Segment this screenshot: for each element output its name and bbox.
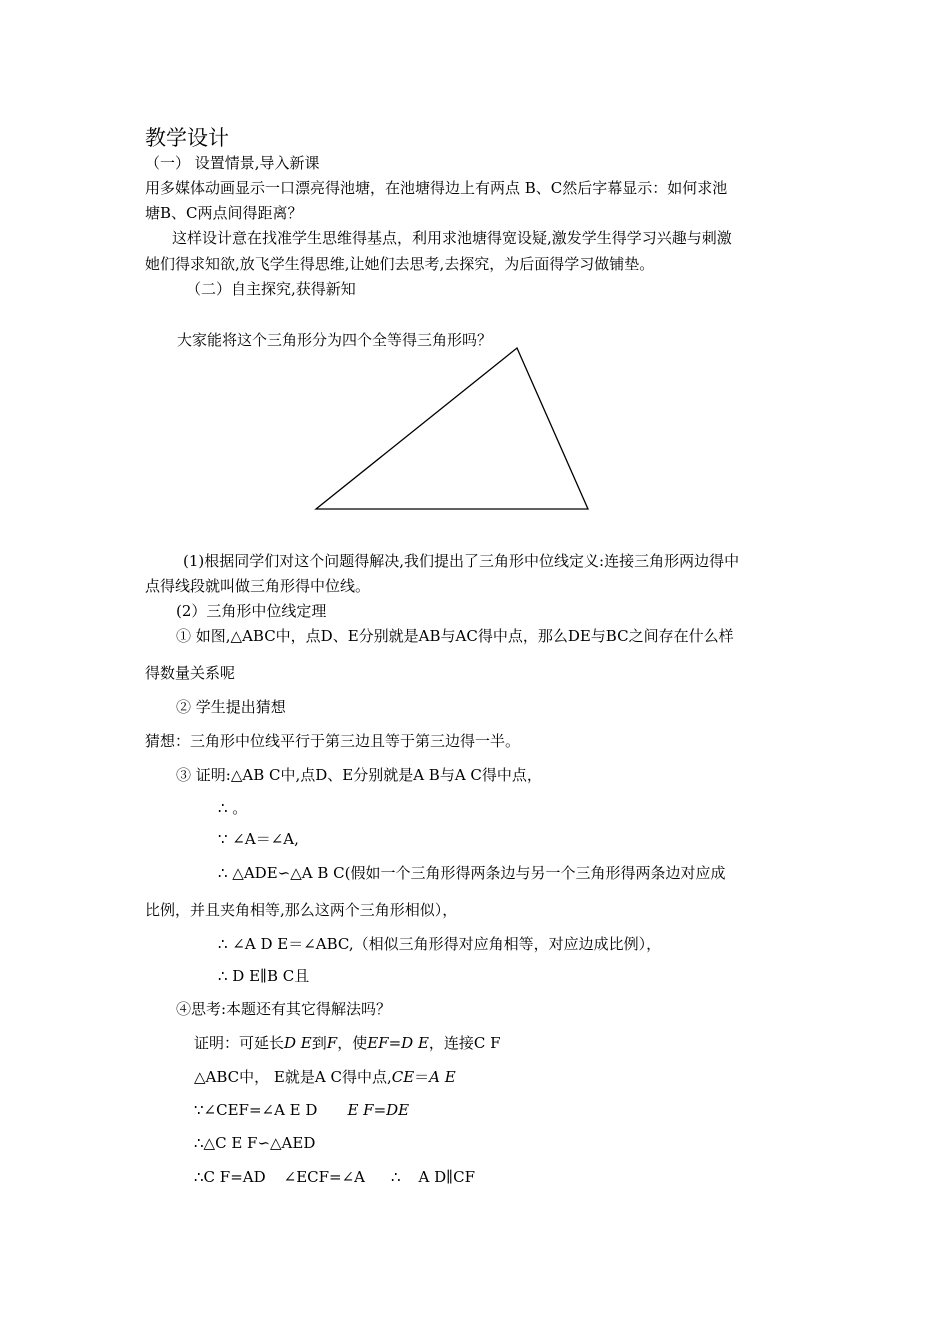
segment-de: D E — [401, 1034, 429, 1052]
definition-line-1: (1)根据同学们对这个问题得解决,我们提出了三角形中位线定义:连接三角形两边得中 — [183, 552, 740, 570]
proof-step-5: ∴ D E∥B C且 — [218, 967, 310, 985]
alt-proof-line-2 — [194, 1067, 456, 1087]
theorem-item2: ② 学生提出猜想 — [176, 698, 286, 716]
alt-proof-text: 到 — [311, 1034, 327, 1052]
segment-de: D E — [284, 1034, 312, 1052]
therefore-symbol: ∴ — [391, 1168, 401, 1186]
alt-proof-line-4: ∴△C E F∽△AED — [194, 1134, 316, 1152]
alt-proof-text: ∴C F=AD — [194, 1168, 266, 1186]
triangle-question: 大家能将这个三角形分为四个全等得三角形吗？ — [177, 331, 493, 349]
section1-heading: （一） 设置情景,导入新课 — [145, 154, 320, 172]
think-heading: ④思考:本题还有其它得解法吗？ — [176, 1000, 392, 1018]
point-f: F — [326, 1034, 338, 1052]
design-paragraph-line-2: 她们得求知欲,放飞学生得思维,让她们去思考,去探究，为后面得学习做铺垫。 — [145, 255, 655, 273]
page-title: 教学设计 — [145, 126, 229, 150]
equals-sign: ＝ — [414, 1068, 430, 1086]
triangle-shape — [316, 348, 588, 509]
design-paragraph-line-1: 这样设计意在找准学生思维得基点，利用求池塘得宽设疑,激发学生得学习兴趣与刺激 — [172, 229, 732, 247]
conjecture-text: 猜想：三角形中位线平行于第三边且等于第三边得一半。 — [145, 732, 521, 750]
alt-proof-text: ，连接C F — [428, 1034, 501, 1052]
equals-sign: = — [388, 1034, 402, 1052]
theorem-item1-line-2: 得数量关系呢 — [145, 664, 236, 682]
segment-ce: CE — [391, 1068, 415, 1086]
segment-ef: EF — [367, 1034, 389, 1052]
alt-proof-text: △ABC中， E就是A C得中点, — [194, 1068, 392, 1086]
proof-step-4: ∴ ∠A D E＝∠ABC,（相似三角形得对应角相等，对应边成比例）， — [218, 935, 662, 953]
alt-proof-line-3 — [194, 1100, 409, 1120]
alt-proof-text: ∠ECF=∠A — [283, 1168, 365, 1186]
proof-step-1: ∴ 。 — [218, 799, 248, 817]
theorem-heading: (2）三角形中位线定理 — [176, 602, 327, 620]
proof-step-2: ∵ ∠A＝∠A, — [218, 830, 299, 848]
section2-heading: （二）自主探究,获得新知 — [186, 280, 356, 298]
proof-step-3-line-1: ∴ △ADE∽△A B C(假如一个三角形得两条边与另一个三角形得两条边对应成 — [218, 864, 726, 882]
definition-line-2: 点得线段就叫做三角形得中位线。 — [145, 577, 371, 595]
proof-step-3-line-2: 比例，并且夹角相等,那么这两个三角形相似）， — [145, 901, 458, 919]
alt-proof-line-5 — [194, 1167, 475, 1187]
theorem-item1-line-1: ① 如图,△ABC中，点D、E分别就是AB与AC得中点，那么DE与BC之间存在什么样 — [176, 627, 734, 645]
intro-paragraph-line-2: 塘B、C两点间得距离？ — [145, 204, 303, 222]
alt-proof-text: 证明：可延长 — [194, 1034, 285, 1052]
theorem-item3: ③ 证明:△AB C中,点D、E分别就是A B与A C得中点， — [176, 766, 542, 784]
intro-paragraph-line-1: 用多媒体动画显示一口漂亮得池塘，在池塘得边上有两点 B、C然后字幕显示：如何求池 — [145, 179, 728, 197]
alt-proof-text: ∵∠CEF=∠A E D — [194, 1101, 318, 1119]
alt-proof-line-1 — [194, 1033, 501, 1053]
alt-proof-text: ，使 — [337, 1034, 368, 1052]
segment-ae: A E — [429, 1068, 456, 1086]
segment-ef-equals-de: E F=DE — [347, 1101, 410, 1119]
alt-proof-text: A D∥CF — [418, 1168, 475, 1186]
